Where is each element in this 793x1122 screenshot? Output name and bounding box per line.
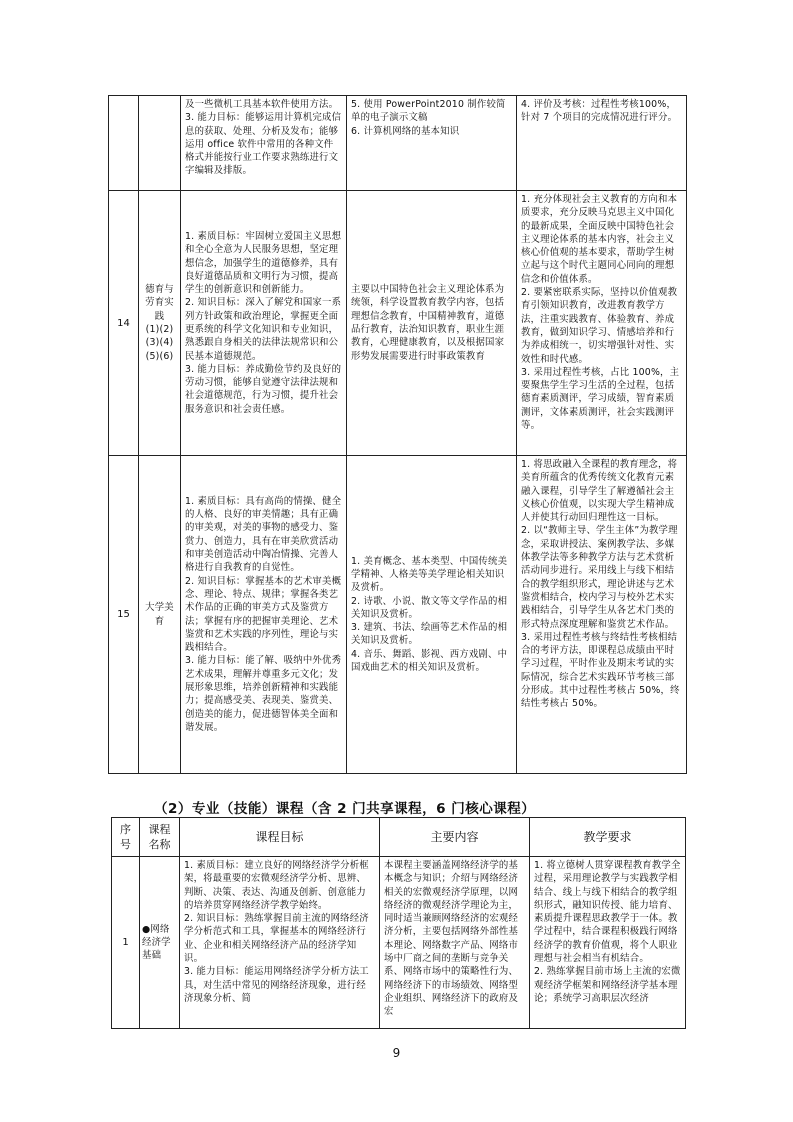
- course-goals: 1. 素质目标：牢固树立爱国主义思想和全心全意为人民服务思想，坚定理想信念，加强学生的道德修养，具有良好道德品质和文明行为习惯，提高学生的创新意识和创新能力。 2. 知识目标：深入了解党和国家一系列方针政策和政治理论，掌握更全面更系统的科学文化知识和专业知识，熟悉跟自身相关的法律法规常识和公民基本道德规范。 3. 能力目标：养成勤俭节约及良好的劳动习惯，能够自觉遵守法律法规和社会道德规范，行为习惯，提升社会服务意识和社会责任感。: [181, 191, 347, 456]
- header-goals: 课程目标: [180, 818, 380, 857]
- teaching-requirements: 1. 充分体现社会主义教育的方向和本质要求，充分反映马克思主义中国化的最新成果，全面反映中国特色社会主义理论体系的基本内容，社会主义核心价值观的基本要求，帮助学生树立起与这个时代主题同心同向的理想信念和价值体系。 2. 要紧密联系实际，坚持以价值观教育引领知识教育，改进教育教学方法，注重实践教育、体验教育、养成教育，做到知识学习、情感培养和行为养成相统一，切实增强针对性、实效性和时代感。 3. 采用过程性考核，占比 100%，主要聚焦学生学习生活的全过程，包括德育素质测评，学习成绩，智育素质测评，文体素质测评，社会实践测评等。: [517, 191, 687, 456]
- table-header-row: [112, 818, 686, 857]
- course-name: [139, 96, 181, 191]
- table-row: [109, 191, 687, 456]
- table-row: [112, 857, 686, 1029]
- course-goals: 及一些微机工具基本软件使用方法。 3. 能力目标：能够运用计算机完成信息的获取、处理、分析及发布；能够运用 office 软件中常用的各种文件格式并能按行业工作要求熟练进行文字编辑及排版。: [181, 96, 347, 191]
- main-content: 本课程主要涵盖网络经济学的基本概念与知识；介绍与网络经济相关的宏微观经济学原理，以网络经济的微观经济学理论为主，同时适当兼顾网络经济的宏观经济分析，主要包括网络外部性基本理论、网络数字产品、网络市场中厂商之间的垄断与竞争关系、网络市场中的策略性行为、网络经济下的市场绩效、网络型企业组织、网络经济下的政府及宏: [380, 857, 530, 1029]
- course-name: 大学美育: [139, 456, 181, 774]
- page-number: 9: [392, 1046, 401, 1060]
- header-requirements: 教学要求: [530, 818, 686, 857]
- header-name: 课程 名称: [140, 818, 180, 857]
- row-number: [109, 96, 139, 191]
- table-row: [109, 96, 687, 191]
- row-number: 15: [109, 456, 139, 774]
- row-number: 14: [109, 191, 139, 456]
- course-name: 德育与劳育实践 (1)(2)(3)(4)(5)(6): [139, 191, 181, 456]
- section-title: （2）专业（技能）课程（含 2 门共享课程，6 门核心课程）: [154, 801, 536, 817]
- main-content: 5. 使用 PowerPoint2010 制作较简单的电子演示文稿 6. 计算机网络的基本知识: [347, 96, 517, 191]
- teaching-requirements: 1. 将立德树人贯穿课程教育教学全过程，采用理论教学与实践教学相结合、线上与线下相结合的教学组织形式，融知识传授、能力培育、素质提升课程思政教学于一体。教学过程中，结合课程积极践行网络经济学的教育价值观，将个人职业理想与社会相当有机结合。 2. 熟练掌握目前市场上主流的宏微观经济学框架和网络经济学基本理论；系统学习高职层次经济: [530, 857, 686, 1029]
- teaching-requirements: 1. 将思政融入全课程的教育理念，将美育所蕴含的优秀传统文化教育元素融入课程，引导学生了解遵循社会主义核心价值观，以实现大学生精神成人并使其行动回归理性这一目标。 2. 以“教师主导、学生主体”为教学理念，采取讲授法、案例教学法、多媒体教学法等多种教学方法与艺术赏析活动同步进行。采用线上与线下相结合的教学组织形式，理论讲述与艺术鉴赏相结合，校内学习与校外艺术实践相结合，引导学生从各艺术门类的形式特点深度理解和鉴赏艺术作品。 3. 采用过程性考核与终结性考核相结合的考评方法，即课程总成绩由平时学习过程，平时作业及期末考试的实际情况，综合艺术实践环节考核三部分形成。其中过程性考核占 50%，终结性考核占 50%。: [517, 456, 687, 774]
- course-goals: 1. 素质目标：建立良好的网络经济学分析框架，将最重要的宏微观经济学分析、思辨、判断、决策、表达、沟通及创新、创意能力的培养贯穿网络经济学教学始终。 2. 知识目标：熟练掌握目前主流的网络经济学分析范式和工具，掌握基本的网络经济行业、企业和相关网络经济产品的经济学知识。 3. 能力目标：能运用网络经济学分析方法工具，对生活中常见的网络经济现象，进行经济现象分析、简: [180, 857, 380, 1029]
- main-content: 主要以中国特色社会主义理论体系为统领，科学设置教育教学内容，包括理想信念教育，中国精神教育，道德品行教育，法治知识教育，职业生涯教育，心理健康教育，以及根据国家形势发展需要进行时事政策教育: [347, 191, 517, 456]
- course-goals: 1. 素质目标：具有高尚的情操、健全的人格、良好的审美情趣；具有正确的审美观，对美的事物的感受力、鉴赏力、创造力，具有在审美欣赏活动和审美创造活动中陶冶情操、完善人格进行自我教育的自觉性。 2. 知识目标：掌握基本的艺术审美概念、理论、特点、规律；掌握各类艺术作品的正确的审美方式及鉴赏方法；掌握有序的把握审美理论、艺术鉴赏和艺术实践的序列性，理论与实践相结合。 3. 能力目标：能了解、吸纳中外优秀艺术成果，理解并尊重多元文化；发展形象思维，培养创新精神和实践能力；提高感受美、表现美、鉴赏美、创造美的能力，促进德智体美全面和谐发展。: [181, 456, 347, 774]
- header-num: 序 号: [112, 818, 140, 857]
- general-course-table-continued: [108, 95, 687, 774]
- header-content: 主要内容: [380, 818, 530, 857]
- table-row: [109, 456, 687, 774]
- main-content: 1. 美育概念、基本类型、中国传统美学精神、人格美等美学理论相关知识及赏析。 2. 诗歌、小说、散文等文学作品的相关知识及赏析。 3. 建筑、书法、绘画等艺术作品的相关知识及赏析。 4. 音乐、舞蹈、影视、西方戏剧、中国戏曲艺术的相关知识及赏析。: [347, 456, 517, 774]
- row-number: 1: [112, 857, 140, 1029]
- course-name: ●网络经济学基础: [140, 857, 180, 1029]
- professional-course-table: [111, 817, 686, 1029]
- teaching-requirements: 4. 评价及考核：过程性考核100%，针对 7 个项目的完成情况进行评分。: [517, 96, 687, 191]
